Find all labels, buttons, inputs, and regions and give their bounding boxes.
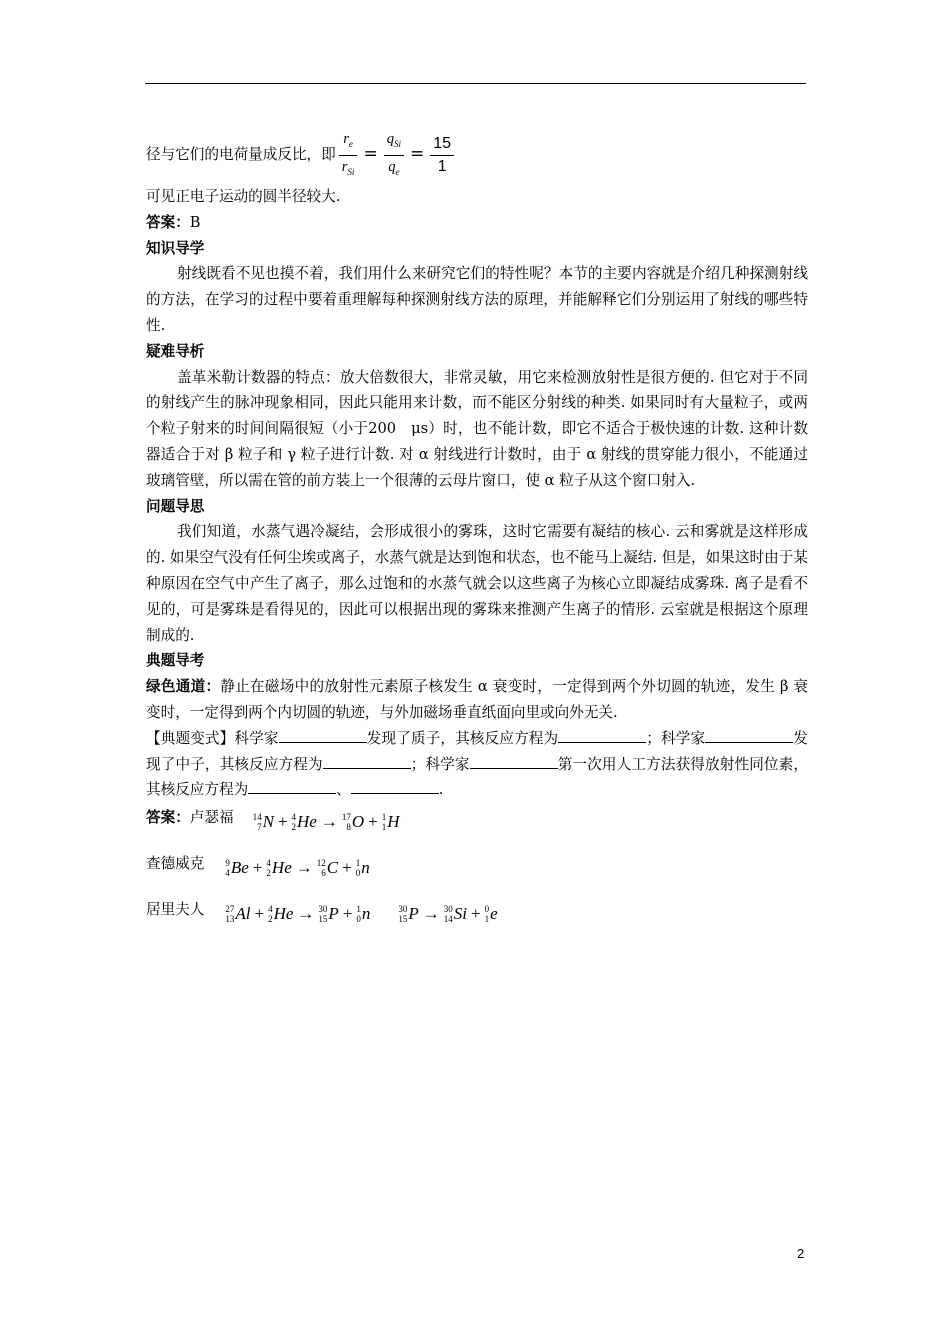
frac2-den-sub: e	[395, 166, 400, 177]
plus-symbol: +	[277, 812, 288, 832]
frac2-num-sub: Si	[393, 138, 401, 149]
element-symbol: Be	[230, 857, 249, 877]
mass-number: 14	[252, 812, 262, 823]
atomic-number: 0	[355, 867, 361, 878]
atomic-number: 2	[266, 867, 271, 878]
frac1-num-sub: e	[348, 138, 353, 149]
atomic-number: 15	[318, 913, 328, 924]
reaction-equation-4	[397, 901, 498, 927]
ratio-line	[146, 126, 808, 184]
blank-5	[470, 754, 558, 769]
arrow-symbol: →	[295, 857, 313, 877]
mass-number: 27	[225, 903, 235, 914]
nuclide	[268, 901, 293, 927]
element-symbol: O	[351, 812, 365, 832]
bianshi-bracket: 【典题变式】	[146, 729, 235, 747]
frac2-den: q	[388, 158, 396, 175]
answer-2-row-1	[146, 805, 808, 835]
nuclide	[318, 901, 338, 927]
reaction-equation-3	[224, 901, 371, 927]
atomic-number: 15	[398, 913, 408, 924]
lvse-text: 静止在磁场中的放射性元素原子核发生 α 衰变时，一定得到两个外切圆的轨迹，发生 β 衰变时，一定得到两个内切圆的轨迹，与外加磁场垂直纸面向里或向外无关.	[146, 678, 808, 721]
element-symbol: H	[387, 812, 400, 832]
atomic-number: 7	[257, 822, 262, 833]
element-symbol: C	[326, 857, 339, 877]
bianshi-text-5: ；科学家	[410, 755, 470, 773]
mass-number: 1	[356, 903, 361, 914]
frac2-num: q	[386, 130, 394, 147]
bianshi-text-3: ；科学家	[646, 729, 706, 747]
nuclide	[444, 901, 467, 927]
blank-6	[248, 779, 336, 794]
mass-number: 30	[318, 903, 328, 914]
nuclide	[225, 901, 250, 927]
scientist-1: 卢瑟福	[189, 809, 234, 827]
nuclide	[225, 855, 248, 881]
heading-wenti: 问题导思	[146, 497, 205, 515]
atomic-number: 8	[346, 822, 351, 833]
atomic-number: 6	[321, 867, 326, 878]
element-symbol: e	[490, 903, 498, 923]
blank-1	[279, 728, 367, 743]
element-symbol: Al	[235, 903, 251, 923]
arrow-symbol: →	[297, 903, 315, 923]
nuclide	[382, 809, 400, 835]
eq-sign: =	[363, 144, 378, 165]
bianshi-text-2: 发现了质子，其核反应方程为	[366, 729, 559, 747]
plus-symbol: +	[342, 903, 353, 923]
plus-symbol: +	[252, 857, 263, 877]
blank-3	[705, 728, 793, 743]
fraction-value	[430, 133, 454, 178]
heading-yinan: 疑难导析	[146, 342, 205, 360]
element-symbol: n	[361, 857, 370, 877]
bianshi-text-1: 科学家	[234, 729, 279, 747]
lvse-label: 绿色通道：	[146, 678, 221, 696]
line1-prefix: 径与它们的电荷量成反比，即	[146, 146, 336, 164]
mass-number: 12	[316, 857, 326, 868]
mass-number: 30	[443, 903, 453, 914]
reaction-equation-2	[224, 855, 370, 881]
atomic-number: 1	[381, 822, 387, 833]
element-symbol: P	[328, 903, 339, 923]
atomic-number: 13	[225, 913, 235, 924]
answer2-label: 答案：	[146, 809, 190, 827]
answer-2-row-2	[146, 851, 808, 881]
answer-value: B	[189, 213, 201, 231]
element-symbol: He	[297, 812, 317, 832]
bianshi-text-4: 发现了中子，其核反应方程为	[146, 729, 808, 773]
plus-symbol: +	[254, 903, 265, 923]
frac1-den: r	[341, 158, 348, 175]
nuclide	[266, 855, 291, 881]
paragraph-lvse	[146, 674, 808, 726]
blank-4	[323, 754, 411, 769]
atomic-number: 14	[443, 913, 453, 924]
mass-number: 4	[291, 812, 297, 823]
plus-symbol: +	[471, 903, 481, 923]
heading-dianti: 典题导考	[146, 652, 205, 670]
scientist-2: 查德威克	[146, 854, 205, 872]
arrow-symbol: →	[422, 903, 440, 923]
element-symbol: N	[262, 812, 274, 832]
nuclide	[356, 901, 370, 927]
arrow-symbol: →	[320, 812, 338, 832]
mass-number: 4	[268, 903, 273, 914]
mass-number: 30	[398, 903, 408, 914]
bianshi-text-6: 第一次用人工方法获得放射性同位素，其核反应方程为	[146, 755, 808, 799]
answer-2-row-3	[146, 897, 808, 927]
element-symbol: He	[271, 857, 292, 877]
scientist-3: 居里夫人	[146, 900, 205, 918]
paragraph-bianshi	[146, 726, 808, 803]
nuclide	[253, 809, 274, 835]
mass-number: 4	[266, 857, 271, 868]
frac3-num: 15	[430, 133, 454, 156]
page-content	[146, 130, 808, 927]
mass-number: 1	[381, 812, 387, 823]
reaction-equation-1	[252, 809, 401, 835]
paragraph-wenti: 我们知道，水蒸气遇冷凝结，会形成很小的雾珠，这时它需要有凝结的核心. 云和雾就是这样形成的. 如果空气没有任何尘埃或离子，水蒸气就是达到饱和状态，也不能马上凝结. 但是，如果这时由于某种原因在空气中产生了离子，那么过饱和的水蒸气就会以这些离子为核心立即凝结成雾珠. 离子是看不见的，可是雾珠是看得见的，因此可以根据出现的雾珠来推测产生离子的情形. 云室就是根据这个原理制成的.	[146, 523, 808, 644]
fraction-radius	[339, 128, 358, 183]
bianshi-text-7: 、	[336, 781, 351, 799]
plus-symbol: +	[368, 812, 378, 832]
nuclide	[398, 901, 418, 927]
atomic-number: 1	[484, 913, 490, 924]
blank-2	[558, 728, 646, 743]
atomic-number: 0	[356, 913, 361, 924]
plus-symbol: +	[342, 857, 352, 877]
answer-1	[146, 210, 808, 236]
paragraph-zhishi: 射线既看不见也摸不着，我们用什么来研究它们的特性呢？本节的主要内容就是介绍几种探测射线的方法，在学习的过程中要着重理解每种探测射线方法的原理，并能解释它们分别运用了射线的哪些特性.	[146, 265, 808, 334]
fraction-charge	[384, 128, 404, 183]
element-symbol: He	[273, 903, 294, 923]
paragraph-yinan: 盖革米勒计数器的特点：放大倍数很大，非常灵敏，用它来检测放射性是很方便的. 但它对于不同的射线产生的脉冲现象相同，因此只能用来计数，而不能区分射线的种类. 如果同时有大量粒子，或两个粒子射来的时间间隔很短（小于200 μs）时，也不能计数，即它不适合于极快速的计数. 这种计数器适合于对 β 粒子和 γ 粒子进行计数. 对 α 射线进行计数时，由于 α 射线的贯穿能力很小，不能通过玻璃管壁，所以需在管的前方装上一个很薄的云母片窗口，使 α 粒子从这个窗口射入.	[146, 368, 808, 489]
atomic-number: 4	[225, 867, 230, 878]
element-symbol: Si	[453, 903, 468, 923]
mass-number: 9	[225, 857, 230, 868]
nuclide	[317, 855, 338, 881]
blank-7	[351, 779, 439, 794]
element-symbol: n	[361, 903, 371, 923]
nuclide	[485, 901, 498, 927]
frac1-den-sub: Si	[347, 166, 355, 177]
element-symbol: P	[408, 903, 419, 923]
page-number: 2	[797, 1246, 805, 1261]
nuclide	[356, 855, 370, 881]
atomic-number: 2	[291, 822, 297, 833]
answer-label: 答案：	[146, 213, 190, 231]
frac1-num: r	[343, 130, 349, 147]
mass-number: 17	[341, 812, 351, 823]
bianshi-text-8: .	[438, 781, 444, 799]
conclusion-line: 可见正电子运动的圆半径较大.	[146, 188, 341, 205]
eq-sign: =	[410, 144, 425, 165]
mass-number: 0	[484, 903, 490, 914]
heading-zhishi: 知识导学	[146, 239, 205, 257]
nuclide	[342, 809, 364, 835]
mass-number: 1	[355, 857, 361, 868]
nuclide	[292, 809, 317, 835]
atomic-number: 2	[268, 913, 273, 924]
header-rule	[145, 83, 806, 84]
frac3-den: 1	[437, 157, 447, 175]
